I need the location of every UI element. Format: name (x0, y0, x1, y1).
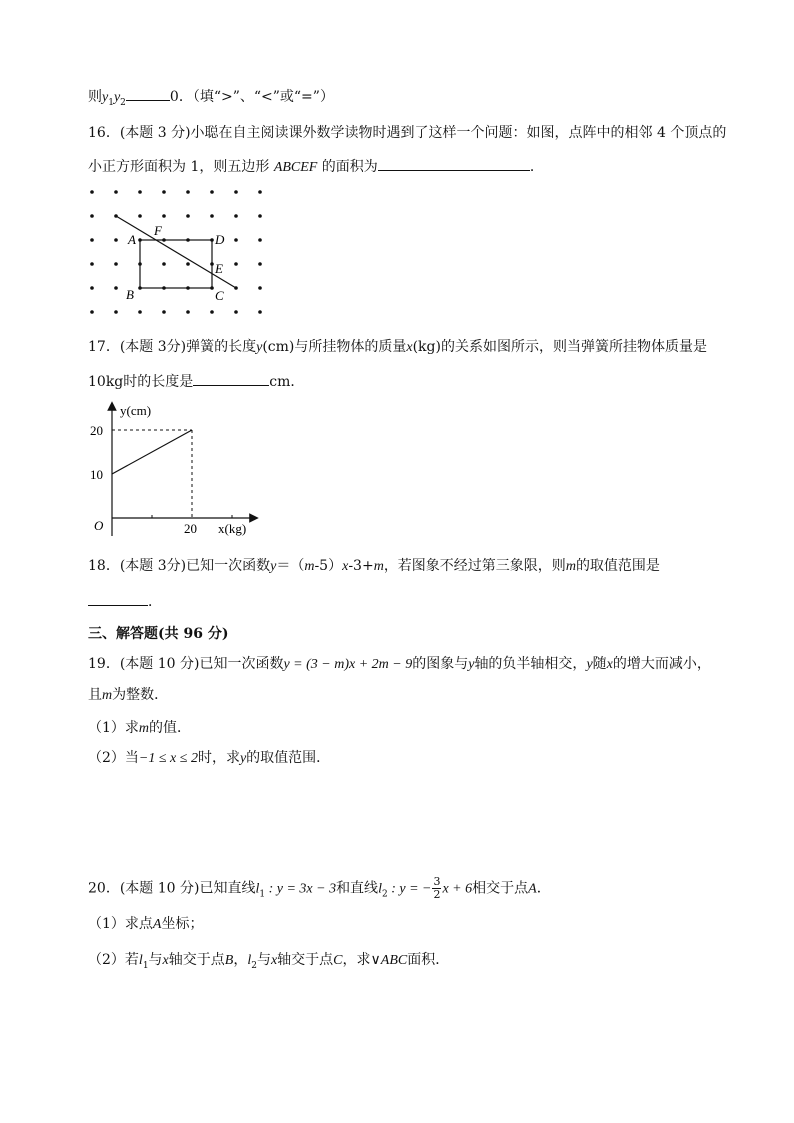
lattice-dot (210, 214, 214, 218)
q15-tail: 则$y_1y_2$ 0．（填“>”、“<”或“=”） (88, 86, 334, 113)
lattice-dot (90, 190, 94, 194)
q20-part1: （1）求点A坐标； (88, 916, 204, 932)
dot-lattice-figure (84, 182, 274, 322)
q19-line2: 且m为整数． (88, 687, 169, 703)
lattice-dot (90, 286, 94, 290)
lattice-dot (234, 262, 238, 266)
q20-part2: （2）若$l_1$与x轴交于点B，$l_2$与x轴交于点C，求∨ABC面积． (88, 952, 450, 971)
lattice-dot (234, 310, 238, 314)
lattice-dot (258, 238, 262, 242)
lattice-dot (162, 310, 166, 314)
label-B: B (126, 287, 134, 302)
lattice-dot (114, 190, 118, 194)
q19-part1: （1）求m的值． (88, 720, 192, 736)
lattice-dot (138, 310, 142, 314)
lattice-dot (210, 190, 214, 194)
lattice-dot (90, 238, 94, 242)
lattice-dot (162, 190, 166, 194)
q19-part2: （2）当−1 ≤ x ≤ 2时，求y的取值范围． (88, 750, 331, 766)
lattice-dot (114, 238, 118, 242)
lattice-dot (90, 262, 94, 266)
q20-line1: 20．(本题 10 分)已知直线$l_1$ : y = 3x − 3和直线$l_2$ : y = − $\frac{3}{2}$ x + 6相交于点A． (88, 875, 551, 901)
lattice-dot (210, 310, 214, 314)
q17-line2: 10kg时的长度是 cm． (88, 371, 304, 392)
lattice-dot (234, 214, 238, 218)
origin-label: O (94, 518, 104, 533)
lattice-dot (162, 214, 166, 218)
lattice-dot (114, 262, 118, 266)
lattice-dot (258, 286, 262, 290)
lattice-dot (234, 238, 238, 242)
q18-line1: 18．(本题 3分)已知一次函数y＝（m-5）x-3+m，若图象不经过第三象限，则m的取值范围是 (88, 558, 660, 574)
answer-blank-18[interactable] (88, 591, 148, 606)
x-axis-label: x(kg) (218, 521, 247, 536)
lattice-dot (234, 190, 238, 194)
lattice-dot (258, 190, 262, 194)
label-E: E (215, 261, 223, 276)
lattice-dot (138, 190, 142, 194)
series-line (112, 430, 192, 474)
answer-blank-15[interactable] (126, 86, 170, 101)
lattice-dot (114, 286, 118, 290)
lattice-dot (90, 214, 94, 218)
section-3-title: 三、解答题(共 96 分) (88, 626, 229, 642)
y-axis-label: y(cm) (120, 403, 152, 418)
answer-blank-17[interactable] (193, 371, 269, 386)
label-F: F (154, 223, 162, 238)
label-C: C (215, 288, 224, 303)
q18-line2: ． (88, 591, 162, 612)
cutting-line (116, 216, 236, 288)
lattice-dot (114, 310, 118, 314)
lattice-dot (258, 214, 262, 218)
fraction-3-over-2: $\frac{3}{2}$ (433, 875, 441, 901)
y-tick-10: 10 (90, 467, 103, 482)
lattice-dot (186, 214, 190, 218)
lattice-dot (162, 262, 166, 266)
x-tick-20: 20 (184, 521, 197, 536)
lattice-dot (258, 262, 262, 266)
lattice-dot (186, 190, 190, 194)
rectangle-ABCD (140, 240, 212, 288)
q16-line1: 16．(本题 3 分)小聪在自主阅读课外数学读物时遇到了这样一个问题：如图，点阵中的相邻 4 个顶点的 (88, 125, 727, 141)
label-A: A (128, 232, 136, 247)
q19-line1: 19．(本题 10 分)已知一次函数y = (3 − m)x + 2m − 9的图象与y轴的负半轴相交，y随x的增大而减小， (88, 656, 711, 672)
q17-line1: 17．(本题 3分)弹簧的长度y(cm)与所挂物体的质量x(kg)的关系如图所示，则当弹簧所挂物体质量是 (88, 339, 707, 355)
lattice-dot (186, 310, 190, 314)
label-D: D (215, 232, 225, 247)
lattice-dot (186, 262, 190, 266)
y-tick-20: 20 (90, 423, 103, 438)
q16-line2: 小正方形面积为 1，则五边形 ABCEF 的面积为 ． (88, 156, 544, 178)
lattice-dot (90, 310, 94, 314)
answer-blank-16[interactable] (378, 156, 530, 171)
spring-length-chart (86, 400, 262, 542)
lattice-dot (258, 310, 262, 314)
lattice-dot (138, 214, 142, 218)
